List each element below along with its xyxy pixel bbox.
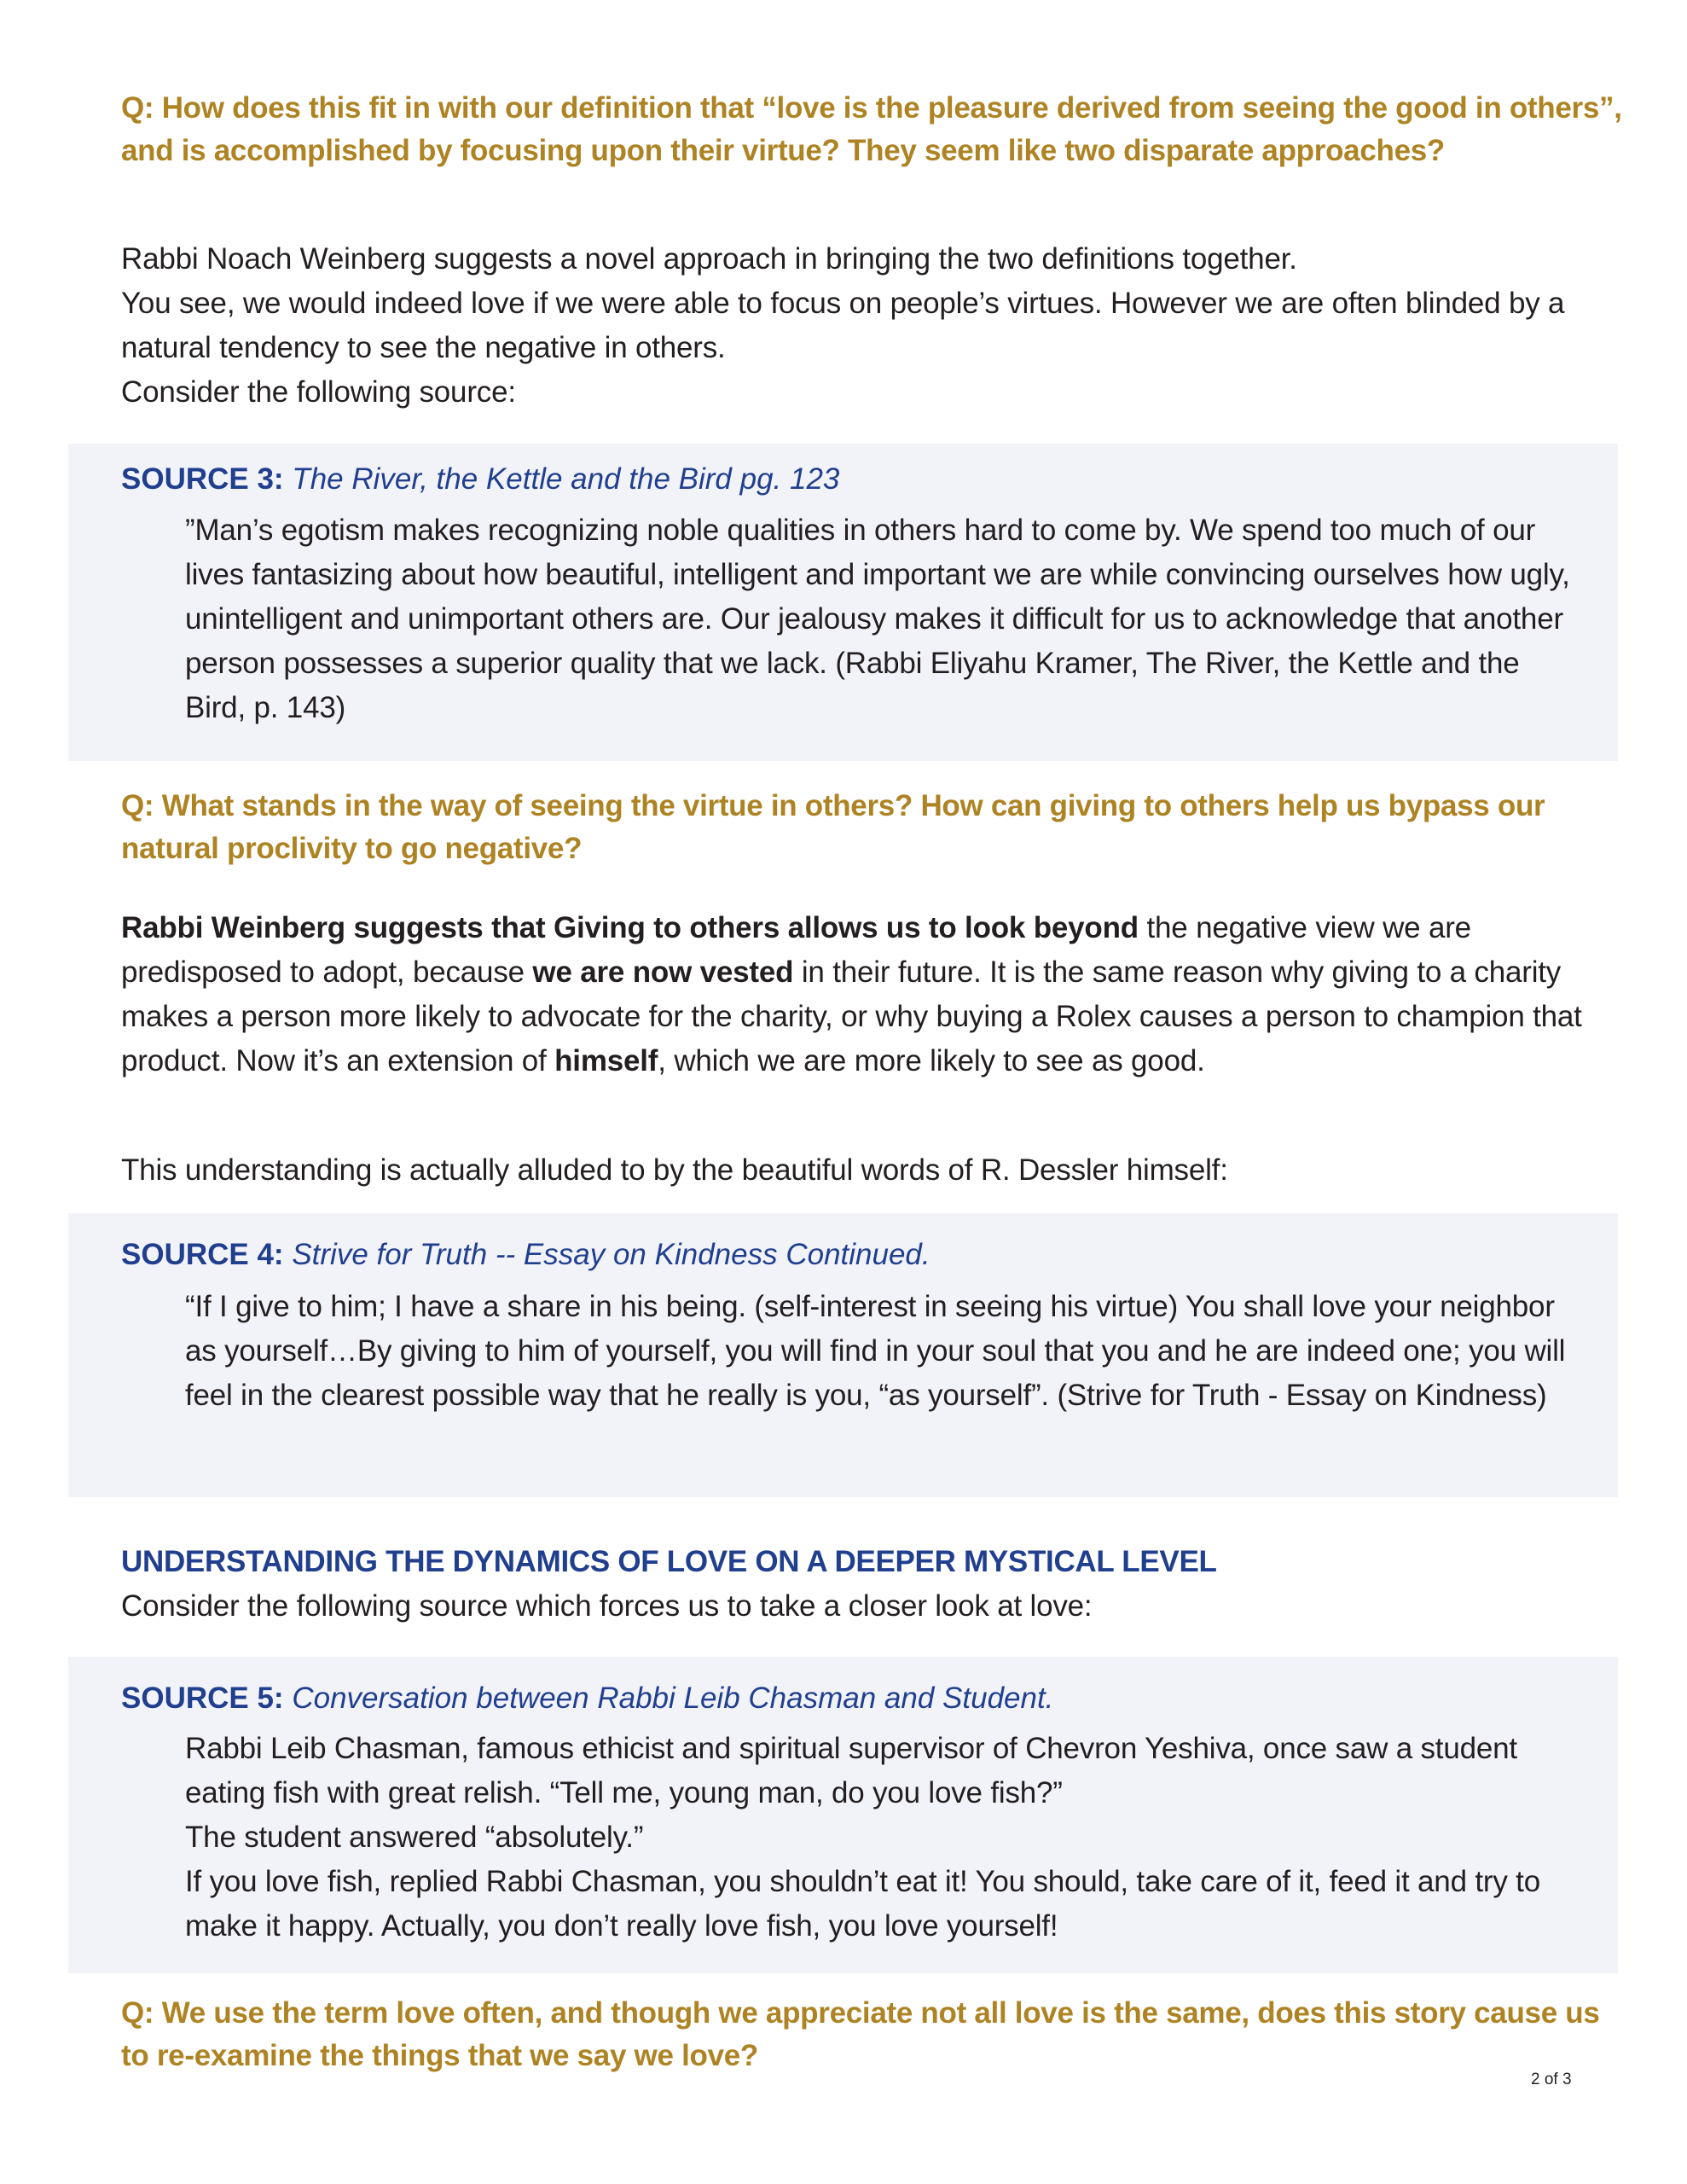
source-4-label: SOURCE 4: bbox=[121, 1238, 284, 1271]
emphasis-himself: himself bbox=[554, 1044, 658, 1077]
source-4-quote: “If I give to him; I have a share in his being. (self-interest in seeing his virtue) You shall love your neighbor as yourself…By giving to him of yourself, you will find in your soul that you and he are indeed one; you will feel in the clearest possible way that he really is you, “as yourself”. (Strive for Truth - Essay on Kindness) bbox=[185, 1290, 1566, 1412]
source-4-heading bbox=[121, 1234, 930, 1276]
source-3-heading bbox=[121, 458, 839, 501]
source-5-story bbox=[185, 1727, 1584, 1949]
page-number: 2 of 3 bbox=[1531, 2071, 1572, 2088]
question-1: Q: How does this fit in with our definition that “love is the pleasure derived from seeing the good in others”, and is accomplished by focusing upon their virtue? They seem like two disparate approaches? bbox=[121, 91, 1622, 167]
section-intro: Consider the following source which forces us to take a closer look at love: bbox=[121, 1589, 1093, 1623]
intro-line: Rabbi Noach Weinberg suggests a novel approach in bringing the two definitions together. bbox=[121, 242, 1297, 276]
story-line: If you love fish, replied Rabbi Chasman, you shouldn’t eat it! You should, take care of it, feed it and try to make it happy. Actually, you don’t really love fish, you love yourself! bbox=[185, 1865, 1540, 1943]
emphasis-vested: we are now vested bbox=[532, 956, 794, 989]
weinberg-text-part: in their future. It is the same reason why giving to a charity makes a person more likely to advocate for the charity, or why buying a Rolex causes a person to champion that product. Now it’s an extension of bbox=[121, 956, 1582, 1077]
question-2: Q: What stands in the way of seeing the virtue in others? How can giving to others help us bypass our natural proclivity to go negative? bbox=[121, 789, 1545, 865]
source-4-title: Strive for Truth -- Essay on Kindness Continued. bbox=[292, 1238, 930, 1271]
source-3-title: The River, the Kettle and the Bird pg. 123 bbox=[292, 462, 840, 496]
weinberg-text bbox=[121, 906, 1622, 1083]
story-line: The student answered “absolutely.” bbox=[185, 1821, 644, 1854]
weinberg-text-part: , which we are more likely to see as good. bbox=[658, 1044, 1205, 1077]
source-5-box bbox=[68, 1657, 1618, 1973]
weinberg-paragraph bbox=[121, 906, 1622, 1083]
source-3-box bbox=[68, 444, 1618, 761]
intro-paragraph bbox=[121, 237, 1622, 415]
source-5-label: SOURCE 5: bbox=[121, 1682, 284, 1715]
intro-line: You see, we would indeed love if we were able to focus on people’s virtues. However we are often blinded by a natural tendency to see the negative in others. bbox=[121, 287, 1565, 364]
section-heading: UNDERSTANDING THE DYNAMICS OF LOVE ON A DEEPER MYSTICAL LEVEL bbox=[121, 1545, 1217, 1578]
question-3: Q: We use the term love often, and though we appreciate not all love is the same, does this story cause us to re-examine the things that we say we love? bbox=[121, 1996, 1600, 2072]
source-3-quote: ”Man’s egotism makes recognizing noble qualities in others hard to come by. We spend too much of our lives fantasizing about how beautiful, intelligent and important we are while convincing ourselves how ugly, unintelligent and unimportant others are. Our jealousy makes it difficult for us to acknowledge that another person possesses a superior quality that we lack. (Rabbi Eliyahu Kramer, The River, the Kettle and the Bird, p. 143) bbox=[185, 514, 1570, 724]
source-5-heading bbox=[121, 1677, 1053, 1720]
dessler-intro: This understanding is actually alluded to by the beautiful words of R. Dessler himself: bbox=[121, 1153, 1228, 1187]
source-3-label: SOURCE 3: bbox=[121, 462, 284, 496]
source-4-box bbox=[68, 1213, 1618, 1497]
intro-line: Consider the following source: bbox=[121, 375, 516, 409]
source-5-title: Conversation between Rabbi Leib Chasman and Student. bbox=[292, 1682, 1054, 1715]
weinberg-text-part: the negative view we are predisposed to adopt, because bbox=[121, 911, 1471, 989]
story-line: Rabbi Leib Chasman, famous ethicist and spiritual supervisor of Chevron Yeshiva, once saw a student eating fish with great relish. “Tell me, young man, do you love fish?” bbox=[185, 1732, 1517, 1809]
emphasis-giving: Rabbi Weinberg suggests that Giving to others allows us to look beyond bbox=[121, 911, 1139, 944]
